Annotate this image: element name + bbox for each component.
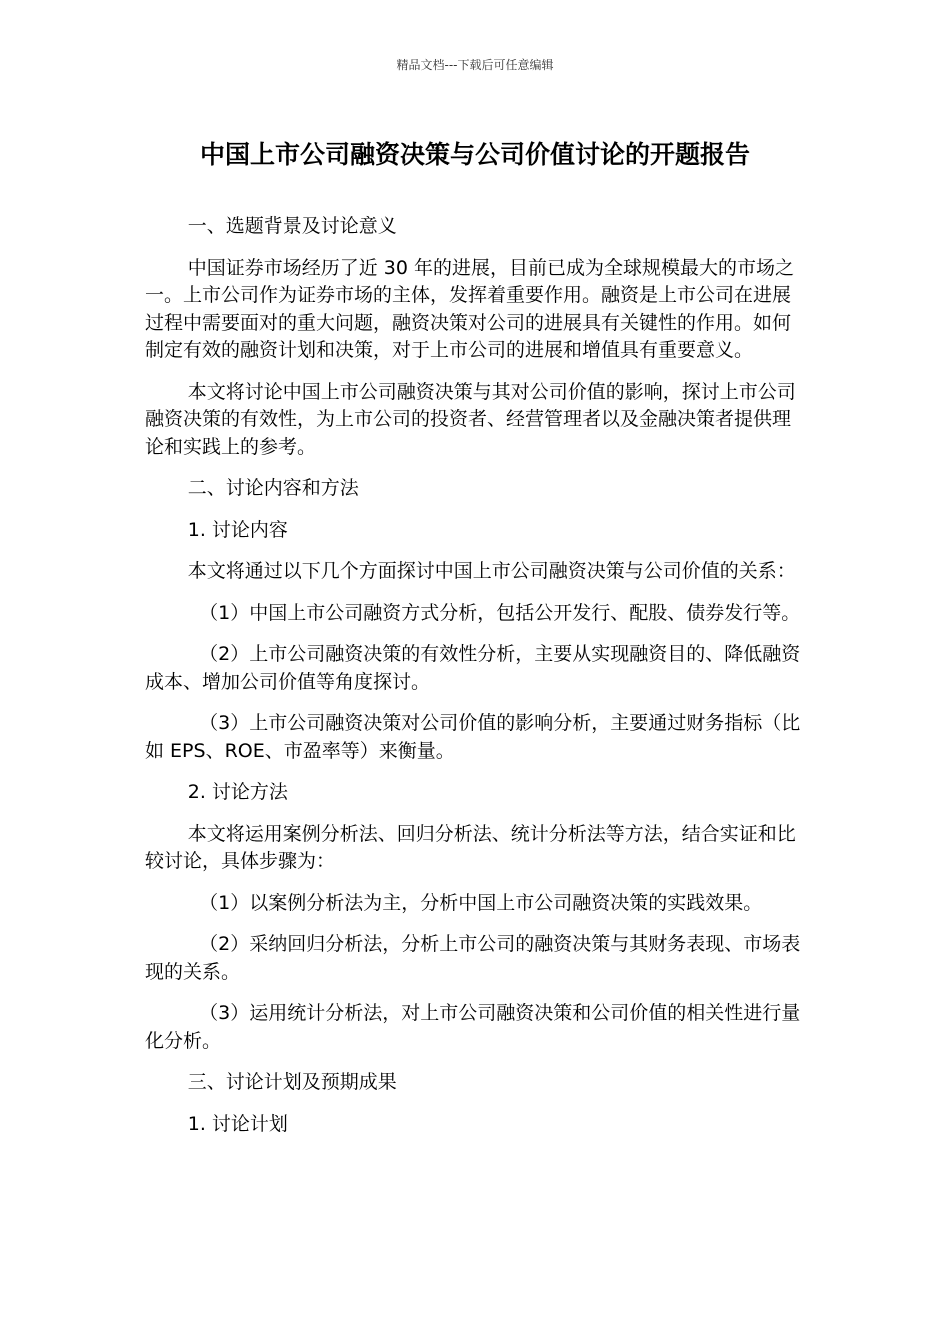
method-list-item: （3）运用统计分析法，对上市公司融资决策和公司价值的相关性进行量化分析。 — [145, 1002, 801, 1052]
content-list-item: （2）上市公司融资决策的有效性分析，主要从实现融资目的、降低融资成本、增加公司价值等角度探讨。 — [145, 643, 801, 693]
section-1-paragraph-1: 中国证券市场经历了近 30 年的进展，目前已成为全球规模最大的市场之一。上市公司作为证券市场的主体，发挥着重要作用。融资是上市公司在进展过程中需要面对的重大问题，融资决策对公司的进展具有关键性的作用。如何制定有效的融资计划和决策，对于上市公司的进展和增值具有重要意义。 — [145, 256, 795, 361]
section-1-paragraph-2: 本文将讨论中国上市公司融资决策与其对公司价值的影响，探讨上市公司融资决策的有效性，为上市公司的投资者、经营管理者以及金融决策者提供理论和实践上的参考。 — [145, 380, 796, 458]
section-2-heading: 二、讨论内容和方法 — [187, 477, 359, 499]
page-header-note: 精品文档---下载后可任意编辑 — [396, 58, 554, 72]
section-3-heading: 三、讨论计划及预期成果 — [187, 1071, 397, 1093]
content-list-item: （3）上市公司融资决策对公司价值的影响分析，主要通过财务指标（比如 EPS、ROE、市盈率等）来衡量。 — [145, 712, 801, 762]
subsection-2-2-heading: 2. 讨论方法 — [187, 781, 288, 803]
subsection-2-1-intro: 本文将通过以下几个方面探讨中国上市公司融资决策与公司价值的关系： — [187, 560, 796, 582]
method-list-item: （2）采纳回归分析法，分析上市公司的融资决策与其财务表现、市场表现的关系。 — [145, 933, 801, 983]
subsection-2-1-heading: 1. 讨论内容 — [187, 518, 288, 541]
content-list-item: （1）中国上市公司融资方式分析，包括公开发行、配股、债券发行等。 — [199, 601, 801, 624]
subsection-2-2-intro: 本文将运用案例分析法、回归分析法、统计分析法等方法，结合实证和比较讨论，具体步骤为： — [145, 822, 796, 872]
subsection-3-1-heading: 1. 讨论计划 — [187, 1112, 288, 1135]
method-list-item: （1）以案例分析法为主，分析中国上市公司融资决策的实践效果。 — [199, 891, 763, 914]
section-1-heading: 一、选题背景及讨论意义 — [187, 215, 397, 237]
document-title: 中国上市公司融资决策与公司价值讨论的开题报告 — [199, 140, 750, 169]
document-body — [145, 213, 807, 1152]
